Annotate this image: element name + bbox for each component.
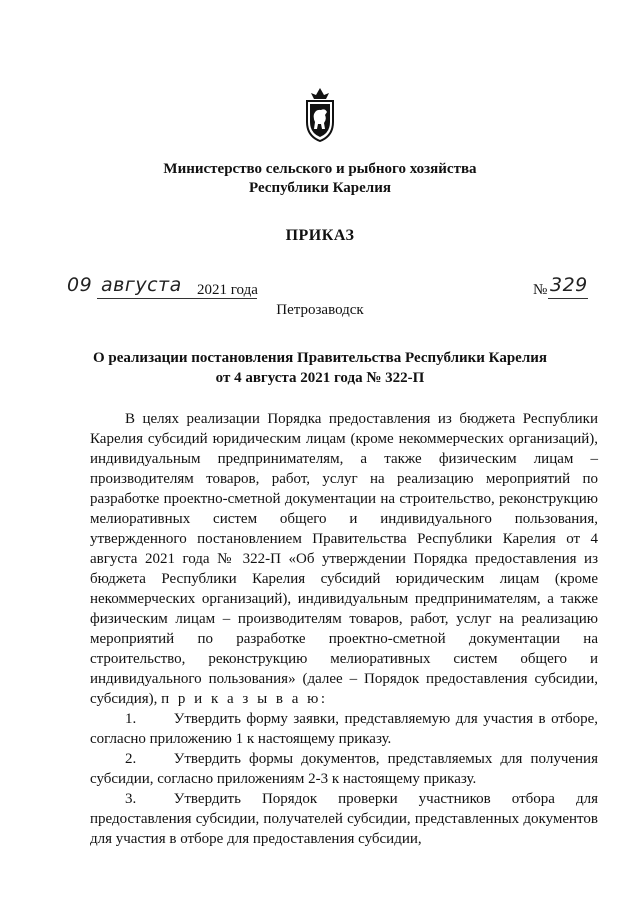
date-month-handwritten: августа: [101, 274, 182, 296]
order-item: [90, 709, 598, 749]
order-word: п р и к а з ы в а ю:: [161, 691, 328, 707]
item-text: Утвердить форму заявки, представляемую для участия в отборе, согласно приложению 1 к настоящему приказу.: [90, 711, 598, 747]
item-number: 1.: [125, 711, 137, 727]
item-number: 2.: [125, 751, 137, 767]
order-subject: [0, 348, 640, 388]
item-number: 3.: [125, 791, 137, 807]
subject-line-1: О реализации постановления Правительства Республики Карелия: [92, 350, 548, 366]
order-title: ПРИКАЗ: [285, 227, 355, 244]
item-text: Утвердить формы документов, представляемых для получения субсидии, согласно приложениям 2-3 к настоящему приказу.: [90, 751, 598, 787]
ministry-name: [0, 160, 640, 198]
subject-line-2: от 4 августа 2021 года № 322-П: [215, 370, 425, 386]
preamble-paragraph: [90, 409, 598, 709]
order-item: [90, 749, 598, 789]
number-sign: №: [533, 282, 548, 298]
ministry-line-2: Республики Карелия: [249, 180, 391, 196]
order-body: [90, 409, 598, 849]
date-day-handwritten: 09: [67, 274, 93, 296]
preamble-text: В целях реализации Порядка предоставления из бюджета Республики Карелия субсидий юридическим лицам (кроме некоммерческих организаций), индивидуальным предпринимателям, а также физическим лицам – производителям товаров, работ, услуг на реализацию мероприятий по разработке проектно-сметной документации на строительство, реконструкцию мелиоративных систем общего и индивидуального пользования, утвержденного постановлением Правительства Республики Карелия от 4 августа 2021 года № 322-П «Об утверждении Порядка предоставления из бюджета Республики Карелия субсидий юридическим лицам (кроме некоммерческих организаций), индивидуальным предпринимателям, а также физическим лицам – производителям товаров, работ, услуг на реализацию мероприятий по разработке проектно-сметной документации на строительство, реконструкцию мелиоративных систем общего и индивидуального пользования» (далее – Порядок предоставления субсидии, субсидия),: [90, 411, 598, 707]
order-item: [90, 789, 598, 849]
year-text: 2021 года: [197, 282, 258, 298]
number-underline: [548, 298, 588, 299]
karelia-coat-of-arms-icon: [303, 88, 337, 142]
item-text: Утвердить Порядок проверки участников отбора для предоставления субсидии, получателей субсидии, представленных документов для участия в отборе для предоставления субсидии,: [90, 791, 598, 847]
order-number-handwritten: 329: [550, 274, 588, 296]
ministry-line-1: Министерство сельского и рыбного хозяйства: [163, 161, 477, 177]
date-number-line: [67, 274, 588, 302]
city-name: Петрозаводск: [276, 302, 364, 318]
